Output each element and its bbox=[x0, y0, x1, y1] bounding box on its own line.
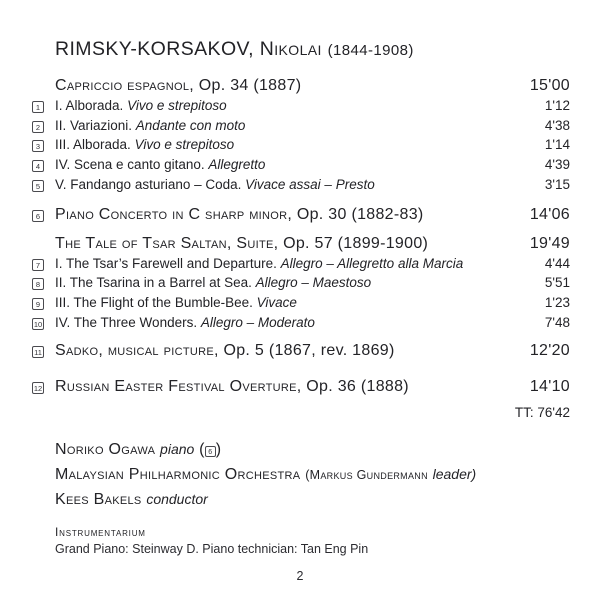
track-title: V. Fandango asturiano – Coda. Vivace assai – Presto bbox=[55, 176, 375, 192]
total-time-row bbox=[32, 404, 570, 422]
performer-name: Kees Bakels bbox=[55, 491, 142, 509]
track-number-box: 6 bbox=[32, 210, 44, 222]
work-title-smallcaps: Russian Easter Festival Overture bbox=[55, 378, 297, 396]
track-duration: 4'39 bbox=[544, 157, 570, 173]
track-row bbox=[32, 313, 570, 333]
work-duration: 12'20 bbox=[529, 342, 570, 360]
credit-track-box: 6 bbox=[205, 446, 216, 457]
work-title bbox=[55, 340, 524, 361]
composer-surname: RIMSKY-KORSAKOV, bbox=[55, 38, 254, 60]
track-number-box: 3 bbox=[32, 140, 44, 152]
tempo-marking: Allegro – Moderato bbox=[200, 314, 315, 330]
work-title-opus: , Op. 34 (1887) bbox=[189, 77, 302, 94]
track-duration: 5'51 bbox=[544, 275, 570, 291]
track-duration: 7'48 bbox=[544, 314, 570, 330]
work-duration: 14'10 bbox=[529, 378, 570, 396]
track-number-box: 7 bbox=[32, 259, 44, 271]
work-header-tsar-saltan bbox=[32, 233, 570, 254]
performer-name: Malaysian Philharmonic Orchestra bbox=[55, 466, 301, 484]
work-title-opus: , Op. 57 (1899-1900) bbox=[273, 234, 429, 252]
track-row bbox=[32, 135, 570, 155]
work-title bbox=[55, 204, 524, 225]
composer-dates: (1844-1908) bbox=[327, 42, 414, 59]
work-title-smallcaps: Capriccio espagnol bbox=[55, 77, 190, 94]
tracklist-content bbox=[32, 38, 570, 558]
track-number-box: 10 bbox=[33, 319, 43, 329]
instrumentarium bbox=[32, 525, 570, 558]
work-title-smallcaps: Sadko, musical picture bbox=[55, 342, 214, 360]
composer-given-name: Nikolai bbox=[259, 38, 322, 60]
total-time: TT: 76'42 bbox=[514, 405, 570, 421]
work-title bbox=[55, 376, 524, 397]
credit-line-pianist: Noriko Ogawa piano ( 6 ) bbox=[55, 441, 222, 459]
track-row bbox=[32, 293, 570, 313]
tempo-marking: Vivo e strepitoso bbox=[127, 98, 227, 113]
work-header-russian-easter bbox=[32, 376, 570, 397]
work-header-capriccio bbox=[32, 75, 570, 96]
track-title: I. The Tsar’s Farewell and Departure. Allegro – Allegretto alla Marcia bbox=[55, 255, 464, 271]
performer-role: conductor bbox=[146, 491, 208, 508]
track-title: IV. Scena e canto gitano. Allegretto bbox=[55, 157, 266, 173]
track-duration: 4'38 bbox=[544, 117, 570, 133]
track-row bbox=[32, 96, 570, 116]
track-duration: 1'23 bbox=[544, 294, 570, 310]
track-row bbox=[32, 116, 570, 136]
track-number-box: 5 bbox=[32, 180, 44, 192]
track-duration: 3'15 bbox=[544, 176, 570, 192]
track-number-box: 1 bbox=[32, 101, 44, 113]
instrumentarium-heading: Instrumentarium bbox=[55, 525, 146, 540]
track-number-box: 12 bbox=[33, 384, 43, 394]
track-title: II. The Tsarina in a Barrel at Sea. Allegro – Maestoso bbox=[55, 275, 372, 291]
instrumentarium-text: Grand Piano: Steinway D. Piano technician: Tan Eng Pin bbox=[55, 542, 369, 557]
composer-heading bbox=[32, 38, 570, 62]
track-number-box: 2 bbox=[32, 121, 44, 133]
work-duration: 19'49 bbox=[529, 234, 570, 252]
track-row bbox=[32, 155, 570, 175]
work-title-smallcaps: Piano Concerto in C sharp minor bbox=[55, 205, 288, 223]
work-title-smallcaps: The Tale of Tsar Saltan, Suite bbox=[55, 234, 274, 252]
work-title-opus: , Op. 30 (1882-83) bbox=[287, 205, 424, 223]
work-title bbox=[55, 75, 524, 96]
credits bbox=[32, 437, 570, 512]
track-title: I. Alborada. Vivo e strepitoso bbox=[55, 98, 227, 113]
track-duration: 4'44 bbox=[544, 255, 570, 271]
tempo-marking: Vivace assai – Presto bbox=[245, 176, 375, 192]
performer-role: piano bbox=[160, 441, 195, 458]
track-title: III. Alborada. Vivo e strepitoso bbox=[55, 137, 235, 153]
tempo-marking: Allegro – Allegretto alla Marcia bbox=[280, 255, 464, 271]
tempo-marking: Vivo e strepitoso bbox=[134, 137, 235, 153]
work-duration: 15'00 bbox=[529, 77, 570, 94]
track-row bbox=[32, 175, 570, 195]
track-title: III. The Flight of the Bumble-Bee. Vivace bbox=[55, 294, 297, 310]
work-title-opus: , Op. 5 (1867, rev. 1869) bbox=[213, 342, 395, 360]
track-number-box: 11 bbox=[32, 346, 44, 358]
track-duration: 1'14 bbox=[544, 137, 570, 153]
performer-name: Noriko Ogawa bbox=[55, 441, 156, 459]
track-number-box: 9 bbox=[32, 298, 44, 310]
credit-line-orchestra bbox=[55, 462, 570, 487]
tempo-marking: Allegro – Maestoso bbox=[255, 275, 372, 291]
track-row bbox=[32, 273, 570, 293]
work-duration: 14'06 bbox=[529, 205, 570, 223]
track-row bbox=[32, 254, 570, 274]
track-duration: 1'12 bbox=[544, 98, 570, 113]
page-number: 2 bbox=[296, 569, 304, 583]
track-number-box: 8 bbox=[32, 278, 44, 290]
work-title bbox=[55, 233, 524, 254]
credit-line-conductor bbox=[55, 487, 570, 512]
tempo-marking: Vivace bbox=[256, 294, 297, 310]
work-title-opus: , Op. 36 (1888) bbox=[296, 378, 409, 396]
work-header-piano-concerto bbox=[32, 204, 570, 225]
track-title: IV. The Three Wonders. Allegro – Moderato bbox=[55, 314, 315, 330]
work-header-sadko bbox=[32, 340, 570, 361]
tempo-marking: Allegretto bbox=[208, 157, 266, 173]
leader-name: (Markus Gundermann bbox=[305, 468, 428, 483]
track-title: II. Variazioni. Andante con moto bbox=[55, 117, 246, 133]
tempo-marking: Andante con moto bbox=[135, 117, 246, 133]
track-number-box: 4 bbox=[32, 160, 44, 172]
leader-role: leader) bbox=[432, 466, 477, 483]
